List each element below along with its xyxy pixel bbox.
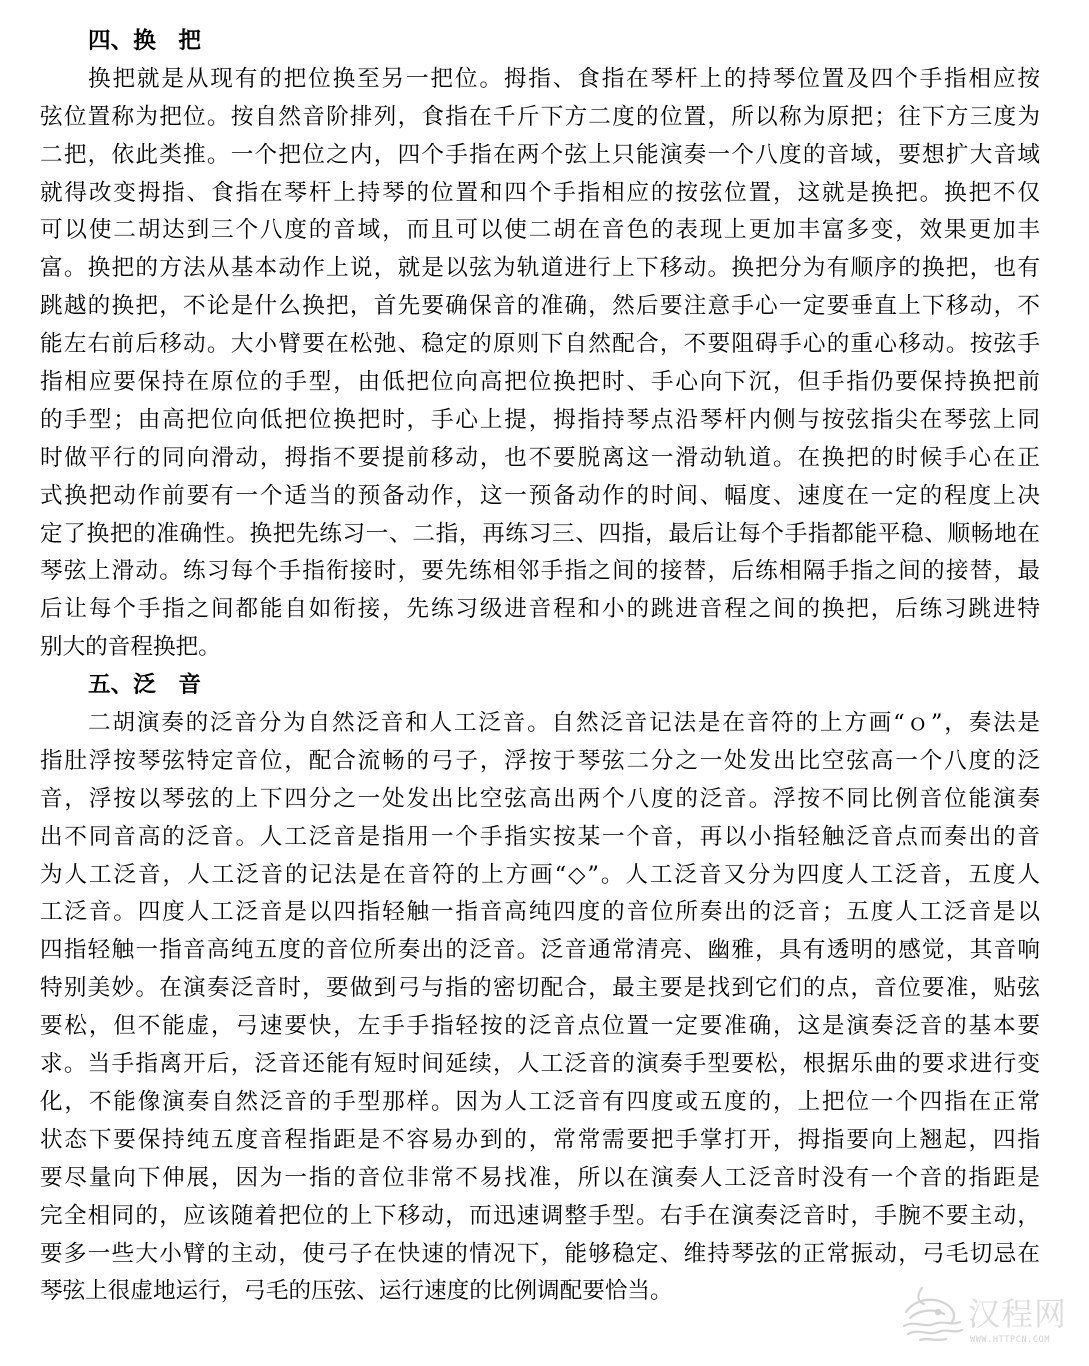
text-line: 特别美妙。在演奏泛音时，要做到弓与指的密切配合，最主要是找到它们的点，音位要准，贴弦 <box>40 975 1040 1002</box>
text-line: 二把，依此类推。一个把位之内，四个手指在两个弦上只能演奏一个八度的音域，要想扩大音域 <box>40 141 1040 168</box>
text-line: 四指轻触一指音高纯五度的音位所奏出的泛音。泛音通常清亮、幽雅，具有透明的感觉，其音响 <box>40 937 1040 964</box>
text-line: 可以使二胡达到三个八度的音域，而且可以使二胡在音色的表现上更加丰富多变，效果更加丰 <box>40 217 1040 244</box>
text-line: 式换把动作前要有一个适当的预备动作，这一预备动作的时间、幅度、速度在一定的程度上决 <box>40 482 1040 509</box>
text-line: 为人工泛音，人工泛音的记法是在音符的上方画“◇”。人工泛音又分为四度人工泛音，五度人 <box>40 861 1040 888</box>
text-line: 能左右前后移动。大小臂要在松弛、稳定的原则下自然配合，不要阻碍手心的重心移动。按弦手 <box>40 331 1040 358</box>
wave-fish-logo-icon <box>898 1282 966 1344</box>
text-line: 后让每个手指之间都能自如衔接，先练习级进音程和小的跳进音程之间的换把，后练习跳进特 <box>40 596 1040 623</box>
text-line: 工泛音。四度人工泛音是以四指轻触一指音高纯四度的音位所奏出的泛音；五度人工泛音是以 <box>40 899 1040 926</box>
text-line: 要尽量向下伸展，因为一指的音位非常不易找准，所以在演奏人工泛音时没有一个音的指距是 <box>40 1164 1040 1191</box>
text-line: 琴弦上很虚地运行，弓毛的压弦、运行速度的比例调配要恰当。 <box>40 1278 673 1305</box>
text-line: 弦位置称为把位。按自然音阶排列，食指在千斤下方二度的位置，所以称为原把；往下方三度为 <box>40 103 1040 130</box>
text-line: 指肚浮按琴弦特定音位，配合流畅的弓子，浮按于琴弦二分之一处发出比空弦高一个八度的泛 <box>40 747 1040 774</box>
text-line: 要多一些大小臂的主动，使弓子在快速的情况下，能够稳定、维持琴弦的正常振动，弓毛切忌在 <box>40 1240 1040 1267</box>
text-line: 二胡演奏的泛音分为自然泛音和人工泛音。自然泛音记法是在音符的上方画“ｏ”，奏法是 <box>88 710 1040 737</box>
scanned-page <box>40 23 1040 1311</box>
watermark <box>898 1282 1080 1352</box>
text-line: 别大的音程换把。 <box>40 634 221 661</box>
text-line: 富。换把的方法从基本动作上说，就是以弦为轨道进行上下移动。换把分为有顺序的换把，也有 <box>40 255 1040 282</box>
text-line: 跳越的换把，不论是什么换把，首先要确保音的准确，然后要注意手心一定要垂直上下移动，不 <box>40 293 1040 320</box>
text-line: 出不同音高的泛音。人工泛音是指用一个手指实按某一个音，再以小指轻触泛音点而奏出的音 <box>40 823 1040 850</box>
section-heading-harmonics: 五、泛 音 <box>88 672 201 699</box>
text-line: 要松，但不能虚，弓速要快，左手手指轻按的泛音点位置一定要准确，这是演奏泛音的基本要 <box>40 1013 1040 1040</box>
text-line: 定了换把的准确性。换把先练习一、二指，再练习三、四指，最后让每个手指都能平稳、顺畅地在 <box>40 520 1040 547</box>
text-line: 时做平行的同向滑动，拇指不要提前移动，也不要脱离这一滑动轨道。在换把的时候手心在正 <box>40 444 1040 471</box>
text-line: 求。当手指离开后，泛音还能有短时间延续，人工泛音的演奏手型要松，根据乐曲的要求进行变 <box>40 1051 1040 1078</box>
watermark-name: 汉程网 <box>968 1295 1068 1333</box>
section-heading-shift-position: 四、换 把 <box>88 28 201 54</box>
text-line: 完全相同的，应该随着把位的上下移动，而迅速调整手型。右手在演奏泛音时，手腕不要主动， <box>40 1202 1040 1229</box>
text-line: 的手型；由高把位向低把位换把时，手心上提，拇指持琴点沿琴杆内侧与按弦指尖在琴弦上同 <box>40 406 1040 433</box>
text-line: 音，浮按以琴弦的上下四分之一处发出比空弦高出两个八度的泛音。浮按不同比例音位能演奏 <box>40 785 1040 812</box>
text-line: 化，不能像演奏自然泛音的手型那样。因为人工泛音有四度或五度的，上把位一个四指在正常 <box>40 1088 1040 1115</box>
text-line: 换把就是从现有的把位换至另一把位。拇指、食指在琴杆上的持琴位置及四个手指相应按 <box>88 65 1040 92</box>
text-line: 指相应要保持在原位的手型，由低把位向高把位换把时、手心向下沉，但手指仍要保持换把前 <box>40 369 1040 396</box>
text-line: 状态下要保持纯五度音程指距是不容易办到的，常常需要把手掌打开，拇指要向上翘起，四指 <box>40 1126 1040 1153</box>
watermark-site: WWW.HTTPCN.COM <box>970 1335 1051 1345</box>
text-line: 就得改变拇指、食指在琴杆上持琴的位置和四个手指相应的按弦位置，这就是换把。换把不仅 <box>40 179 1040 206</box>
text-line: 琴弦上滑动。练习每个手指衔接时，要先练相邻手指之间的接替，后练相隔手指之间的接替，最 <box>40 558 1040 585</box>
